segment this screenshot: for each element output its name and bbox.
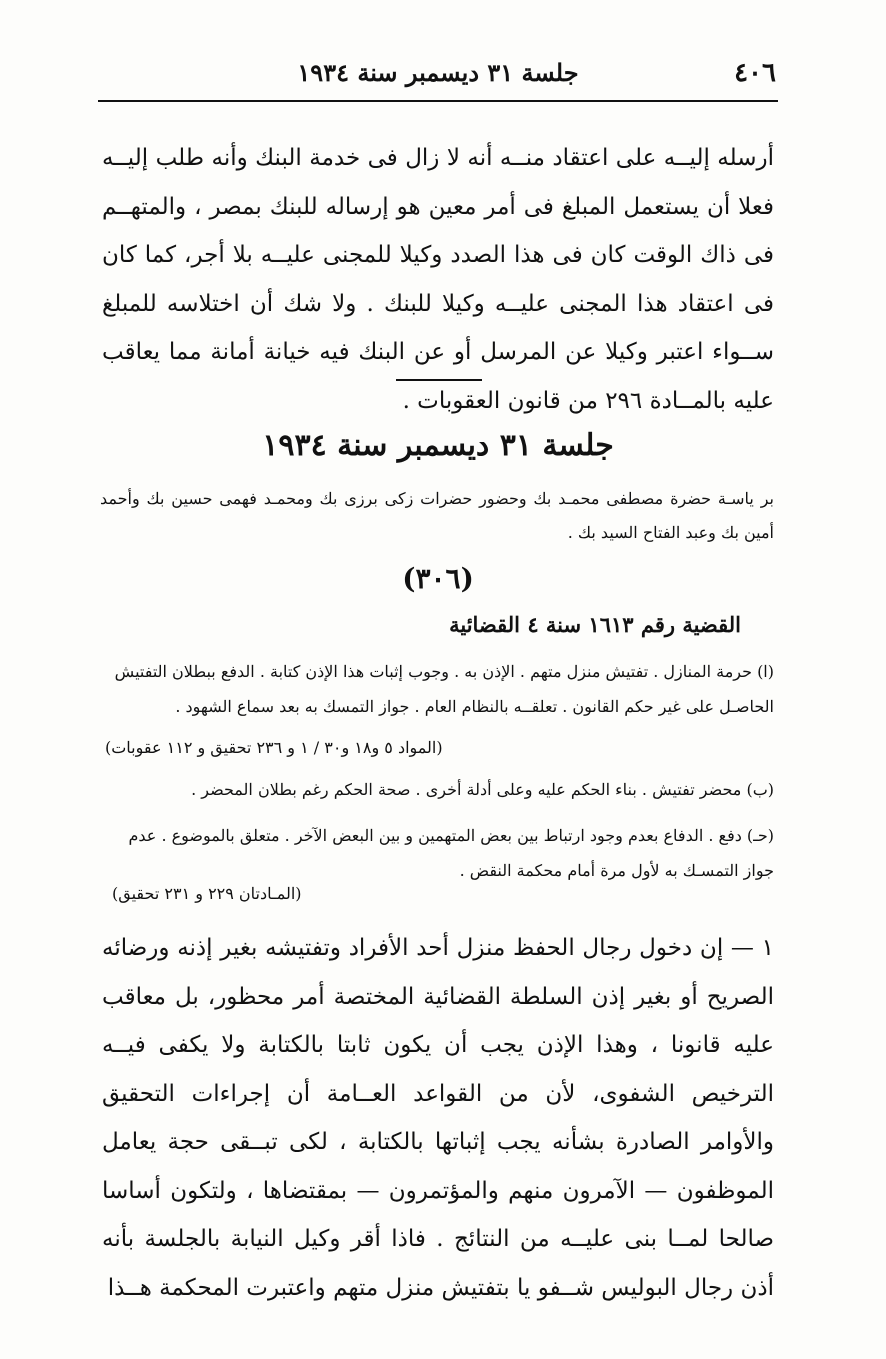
section-divider (396, 379, 482, 381)
header-rule (98, 100, 778, 102)
page-number: ٤٠٦ (734, 58, 776, 88)
case-number: (٣٠٦) (402, 562, 474, 595)
presidency-line: بر ياسـة حضرة مصطفى محمـد بك وحضور حضرات زكى برزى بك ومحمـد فهمى حسين بك وأحمد أمين بك وعبد الفتاح السيد بك . (100, 489, 775, 542)
case-reference: القضية رقم ١٦١٣ سنة ٤ القضائية (449, 612, 741, 637)
running-header-title: جلسة ٣١ ديسمبر سنة ١٩٣٤ (297, 58, 579, 87)
session-title: جلسة ٣١ ديسمبر سنة ١٩٣٤ (262, 428, 614, 463)
continuation-paragraph: أرسله إليــه على اعتقاد منــه أنه لا زال فى خدمة البنك وأنه طلب إليــه فعلا أن يستعمل المبلغ فى أمر معين هو إرساله للبنك بمصر ، والمتهــم فى ذاك الوقت كان فى هذا الصدد وكيلا للمجنى عليــه بلا أجر، كما كان فى اعتقاد هذا المجنى عليــه وكيلا للبنك . ولا شك أن اختلاسه للمبلغ ســواء اعتبر وكيلا عن المرسل أو عن البنك فيه خيانة أمانة مما يعاقب عليه بالمــادة ٢٩٦ من قانون العقوبات . (102, 145, 774, 414)
summary-point-a-articles: (المواد ٥ و١٨ و٣٠ / ١ و ٢٣٦ تحقيق و ١١٢ عقوبات) (105, 738, 443, 757)
running-header (100, 58, 776, 98)
main-paragraph: ١ — إن دخول رجال الحفظ منزل أحد الأفراد وتفتيشه بغير إذنه ورضائه الصريح أو بغير إذن السلطة القضائية المختصة أمر محظور، بل معاقب عليه قانونا ، وهذا الإذن يجب أن يكون ثابتا بالكتابة ولا يكفى فيــه الترخيص الشفوى، لأن من القواعد العــامة أن إجراءات التحقيق والأوامر الصادرة بشأنه يجب إثباتها بالكتابة ، لكى تبــقى حجة يعامل الموظفون — الآمرون منهم والمؤتمرون — بمقتضاها ، ولتكون أساسا صالحا لمــا بنى عليــه من النتائج . فاذا أقر وكيل النيابة بالجلسة بأنه أذن رجال البوليس شــفو يا بتفتيش منزل متهم واعتبرت المحكمة هــذا (102, 935, 774, 1301)
summary-point-b: (ب) محضر تفتيش . بناء الحكم عليه وعلى أدلة أخرى . صحة الحكم رغم بطلان المحضر . (191, 780, 774, 799)
summary-point-c: (حـ) دفع . الدفاع بعدم وجود ارتباط بين بعض المتهمين و بين البعض الآخر . متعلق بالموضوع . عدم جواز التمسـك به لأول مرة أمام محكمة النقض . (128, 826, 774, 880)
summary-point-c-articles: (المـادتان ٢٢٩ و ٢٣١ تحقيق) (112, 884, 302, 903)
summary-point-a: (ا) حرمة المنازل . تفتيش منزل متهم . الإذن به . وجوب إثبات هذا الإذن كتابة . الدفع ببطلان التفتيش الحاصـل على غير حكم القانون . تعلقــه بالنظام العام . جواز التمسك به بعد سماع الشهود . (114, 662, 774, 716)
